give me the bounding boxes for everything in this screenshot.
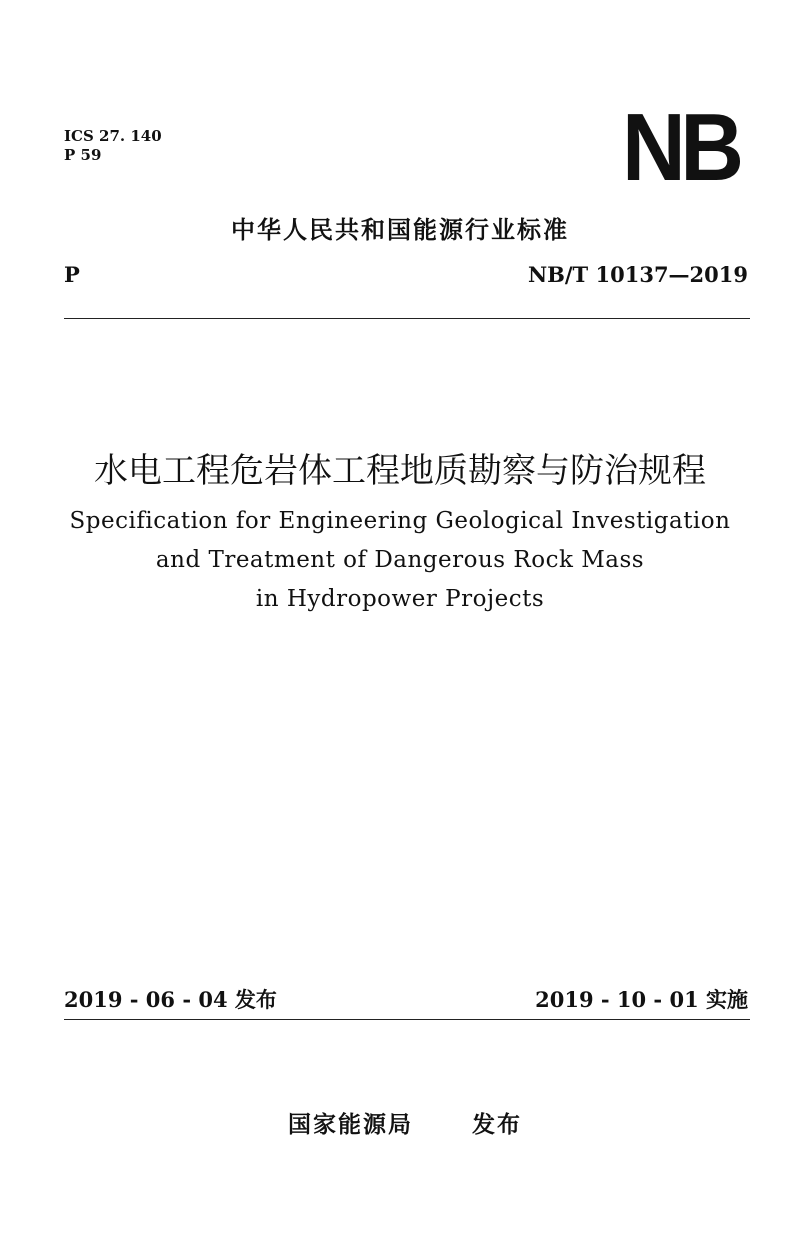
standard-number: NB/T 10137—2019 xyxy=(527,262,748,287)
ics-codes xyxy=(64,127,162,165)
title-english-line-2: and Treatment of Dangerous Rock Mass xyxy=(155,547,645,573)
title-english-line-1: Specification for Engineering Geological Investigation xyxy=(69,508,731,534)
class-code: P xyxy=(64,262,80,287)
issuer-name: 国家能源局 xyxy=(288,1112,413,1138)
issue-date: 2019 - 06 - 04 发布 xyxy=(64,987,277,1012)
ics-code: ICS 27. 140 xyxy=(64,127,162,145)
top-divider xyxy=(64,318,750,319)
title-english-line-3: in Hydropower Projects xyxy=(255,586,545,612)
bottom-divider xyxy=(64,1019,750,1020)
standard-type: 中华人民共和国能源行业标准 xyxy=(231,216,569,244)
implementation-date: 2019 - 10 - 01 实施 xyxy=(535,987,748,1012)
issuer-action: 发布 xyxy=(472,1112,522,1138)
ccs-code: P 59 xyxy=(64,146,102,164)
title-chinese: 水电工程危岩体工程地质勘察与防治规程 xyxy=(94,451,706,491)
nb-logo: NB xyxy=(622,94,739,201)
